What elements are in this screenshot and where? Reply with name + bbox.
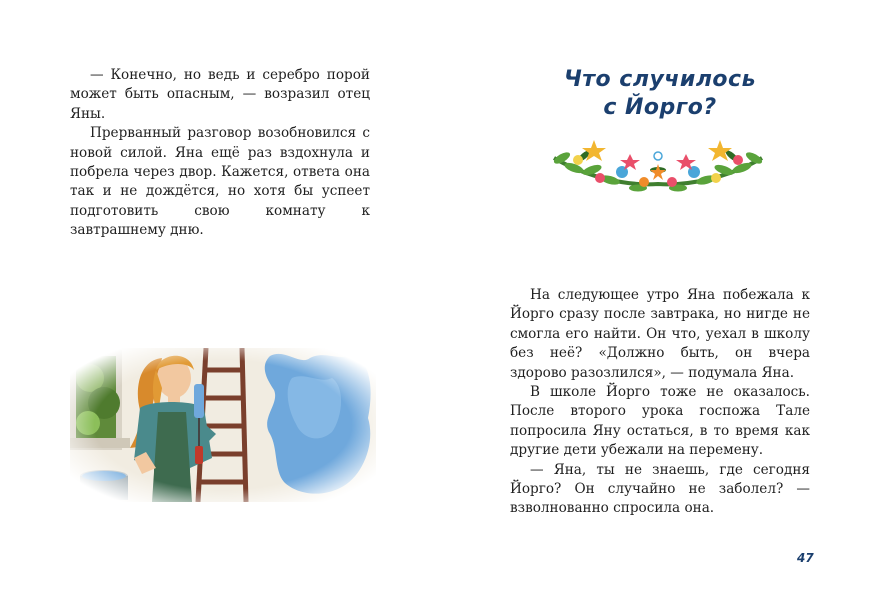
page-number: 47 — [797, 551, 814, 565]
paragraph: — Конечно, но ведь и серебро порой может быть опасным, — возразил отец Яны. — [70, 67, 370, 122]
right-page — [440, 0, 880, 596]
left-page-text — [70, 66, 370, 241]
flower-garland-ornament — [548, 128, 768, 198]
right-page-text — [510, 286, 810, 519]
chapter-title-line: Что случилось — [564, 67, 756, 92]
paragraph: В школе Йорго тоже не оказалось. После второго урока госпожа Тале попросила Яну остаться, в то время как другие дети убежали на перемену. — [510, 384, 810, 459]
painting-girl-illustration — [70, 348, 376, 502]
paragraph: На следующее утро Яна побежала к Йорго сразу после завтрака, но нигде не смогла его найти. Он что, уехал в школу без неё? «Должно быть, он вчера здорово разозлился», — подумала Яна. — [510, 287, 810, 381]
paragraph: — Яна, ты не знаешь, где сегодня Йорго? Он случайно не заболел? — взволнованно спросила она. — [510, 461, 810, 517]
chapter-title-line: с Йорго? — [603, 95, 717, 120]
chapter-title — [540, 66, 780, 122]
paragraph: Прерванный разговор возобновился с новой силой. Яна ещё раз вздохнула и побрела через двор. Кажется, ответа она так и не дождётся, но хотя бы успеет подготовить свою комнату к завтрашнему дню. — [70, 125, 370, 239]
